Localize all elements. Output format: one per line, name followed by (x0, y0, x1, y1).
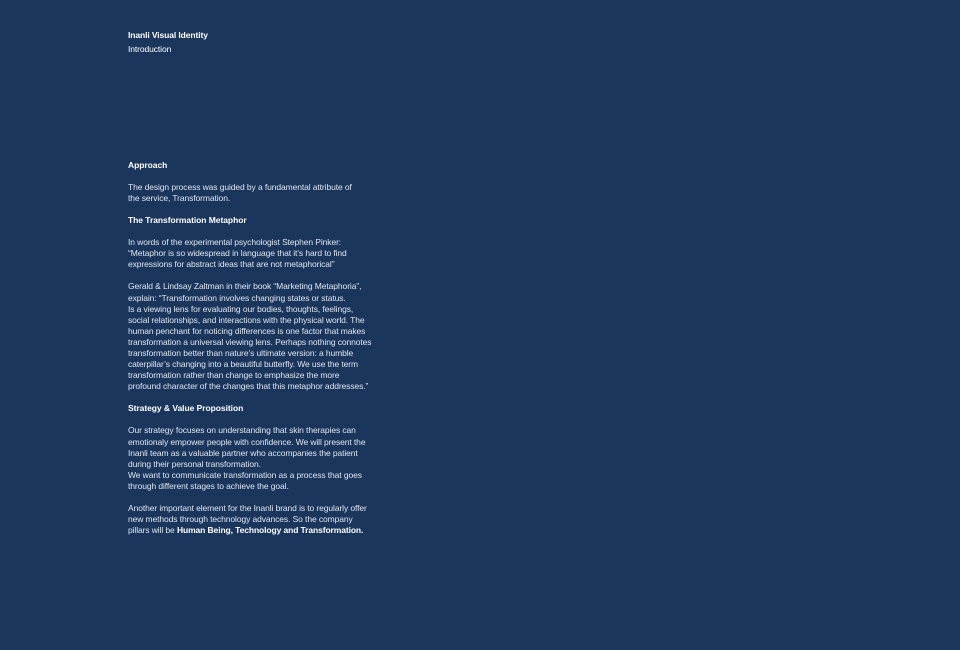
strategy-heading: Strategy & Value Proposition (128, 403, 244, 414)
metaphor-heading: The Transformation Metaphor (128, 215, 247, 226)
approach-heading: Approach (128, 160, 168, 170)
pillars-strong-text: Human Being, Technology and Transformation. (176, 525, 364, 536)
metaphor-paragraph-pinker: In words of the experimental psychologist Stephen Pinker: “Metaphor is so widespread in language that it’s hard to find expressions for abstract ideas that are not metaphorical” (128, 237, 347, 270)
document-header (128, 30, 208, 55)
document-subtitle: Introduction (128, 44, 172, 54)
strategy-pillars-paragraph (128, 503, 418, 536)
approach-paragraph: The design process was guided by a fundamental attribute of the service, Transformation. (128, 182, 352, 204)
pillars-lead-text: Another important element for the Inanli brand is to regularly offer new methods through technology advances. So the company pillars will be (128, 502, 367, 536)
metaphor-paragraph-zaltman: Gerald & Lindsay Zaltman in their book “Marketing Metaphoria”, explain: “Transformation involves changing states or status. Is a viewing lens for evaluating our bodies, thoughts, feelings, social relationships, and interactions with the physical world. The human penchant for noticing differences is one factor that makes transformation a universal viewing lens. Perhaps nothing connotes transformation better than nature’s ultimate version: a humble caterpillar’s changing into a beautiful butterfly. We use the term transformation rather than change to emphasize the more profound character of the changes that this metaphor addresses.” (128, 281, 372, 392)
document-title: Inanli Visual Identity (128, 30, 208, 40)
document-body (128, 160, 418, 536)
strategy-paragraph: Our strategy focuses on understanding that skin therapies can emotionaly empower people with confidence. We will present the Inanli team as a valuable partner who accompanies the patient during their personal transformation. We want to communicate transformation as a process that goes through different stages to achieve the goal. (128, 425, 366, 491)
